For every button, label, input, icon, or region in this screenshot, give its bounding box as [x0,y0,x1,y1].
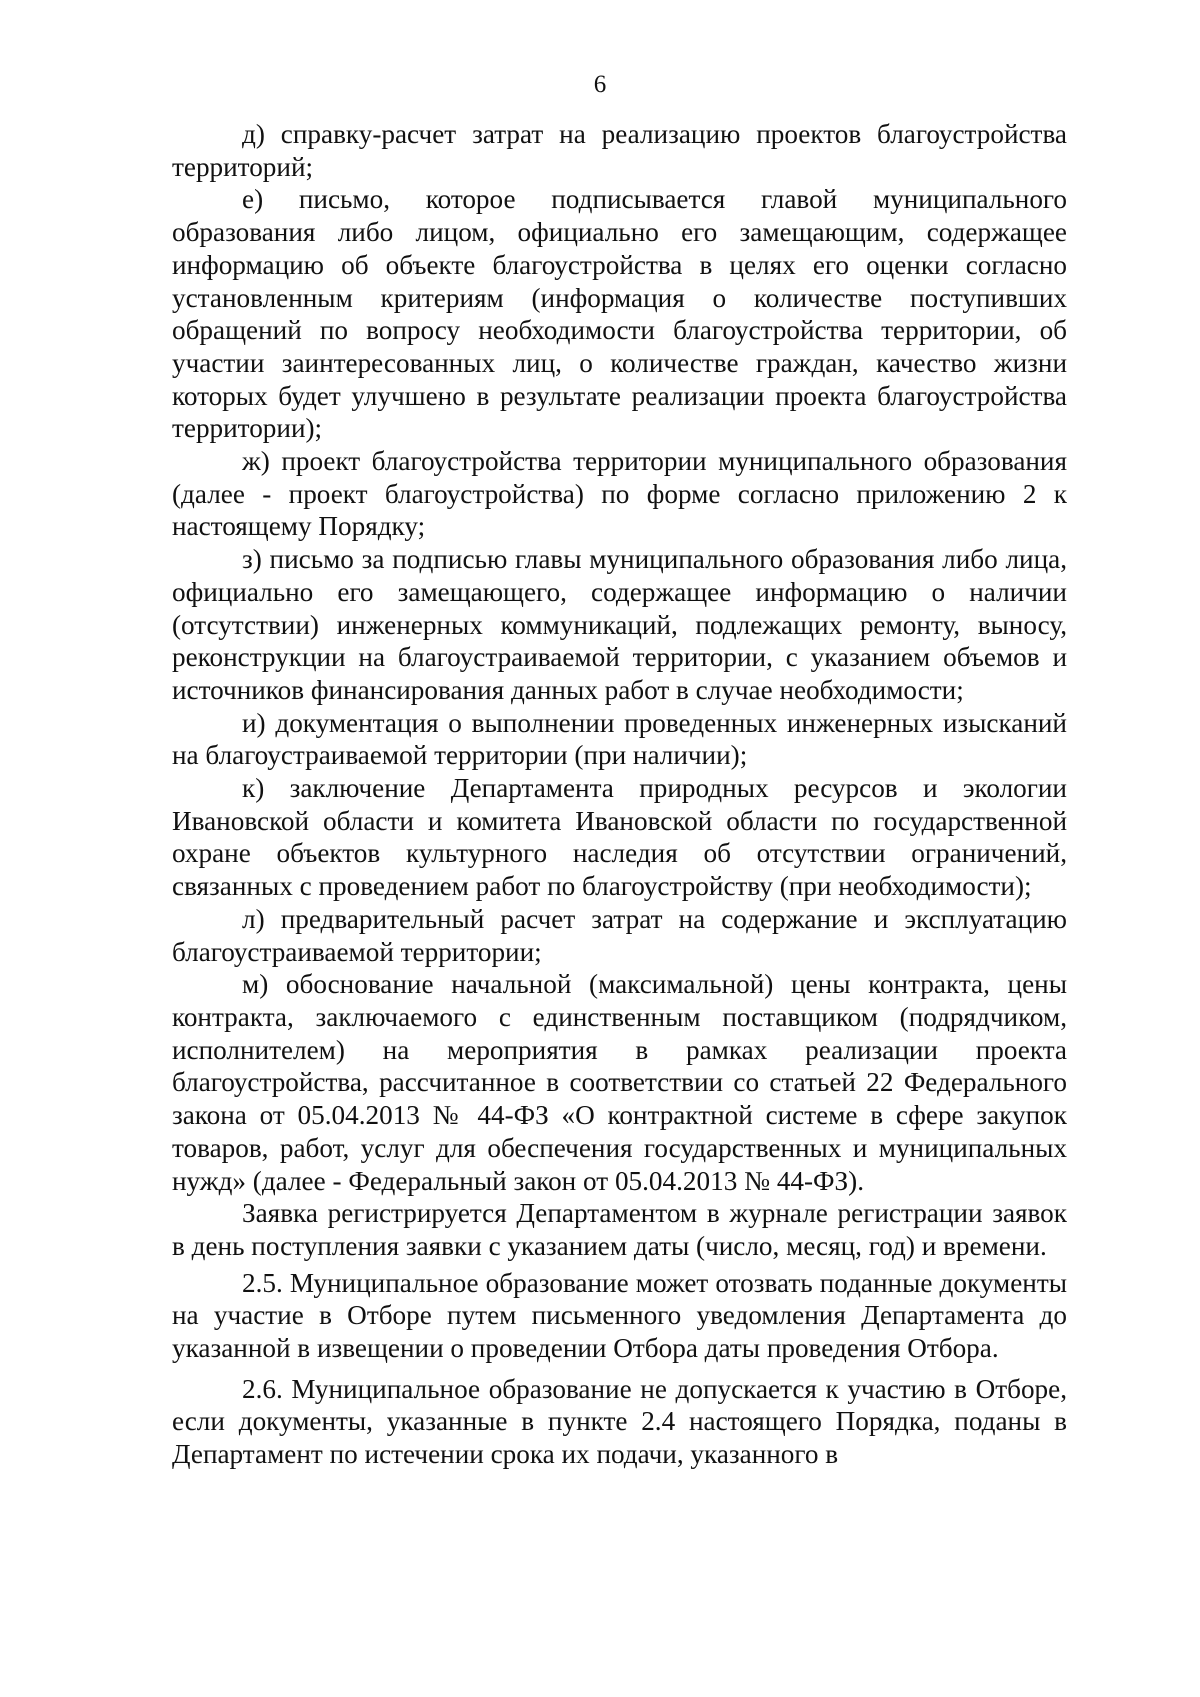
document-body [172,118,1067,1471]
paragraph-item-k: к) заключение Департамента природных ресурсов и экологии Ивановской области и комитета Ивановской области по государственной охране объектов культурного наследия об отсутствии ограничений, связанных с проведением работ по благоустройству (при необходимости); [172,773,1067,902]
paragraph-item-z: з) письмо за подписью главы муниципального образования либо лица, официально его замещающего, содержащее информацию о наличии (отсутствии) инженерных коммуникаций, подлежащих ремонту, выносу, реконструкции на благоустраиваемой территории, с указанием объемов и источников финансирования данных работ в случае необходимости; [172,544,1067,705]
page-number: 6 [593,71,607,98]
paragraph-item-m: м) обоснование начальной (максимальной) цены контракта, цены контракта, заключаемого с единственным поставщиком (подрядчиком, исполнителем) на мероприятия в рамках реализации проекта благоустройства, рассчитанное в соответствии со статьей 22 Федерального закона от 05.04.2013 № 44-ФЗ «О контрактной системе в сфере закупок товаров, работ, услуг для обеспечения государственных и муниципальных нужд» (далее - Федеральный закон от 05.04.2013 № 44-ФЗ). [172,969,1067,1196]
paragraph-item-d: д) справку-расчет затрат на реализацию проектов благоустройства территорий; [172,119,1067,182]
paragraph-item-e: е) письмо, которое подписывается главой муниципального образования либо лицом, официально его замещающим, содержащее информацию об объекте благоустройства в целях его оценки согласно установленным критериям (информация о количестве поступивших обращений по вопросу необходимости благоустройства территории, об участии заинтересованных лиц, о количестве граждан, качество жизни которых будет улучшено в результате реализации проекта благоустройства территории); [172,184,1067,444]
paragraph-section-2-5: 2.5. Муниципальное образование может отозвать поданные документы на участие в Отборе путем письменного уведомления Департамента до указанной в извещении о проведении Отбора даты проведения Отбора. [172,1267,1067,1364]
paragraph-item-i: и) документация о выполнении проведенных инженерных изысканий на благоустраиваемой территории (при наличии); [172,707,1067,771]
paragraph-application-registration: Заявка регистрируется Департаментом в журнале регистрации заявок в день поступления заявки с указанием даты (число, месяц, год) и времени. [172,1198,1067,1261]
paragraph-section-2-6: 2.6. Муниципальное образование не допускается к участию в Отборе, если документы, указанные в пункте 2.4 настоящего Порядка, поданы в Департамент по истечении срока их подачи, указанного в [172,1373,1067,1470]
paragraph-item-zh: ж) проект благоустройства территории муниципального образования (далее - проект благоустройства) по форме согласно приложению 2 к настоящему Порядку; [172,446,1067,542]
paragraph-item-l: л) предварительный расчет затрат на содержание и эксплуатацию благоустраиваемой территории; [172,903,1067,967]
